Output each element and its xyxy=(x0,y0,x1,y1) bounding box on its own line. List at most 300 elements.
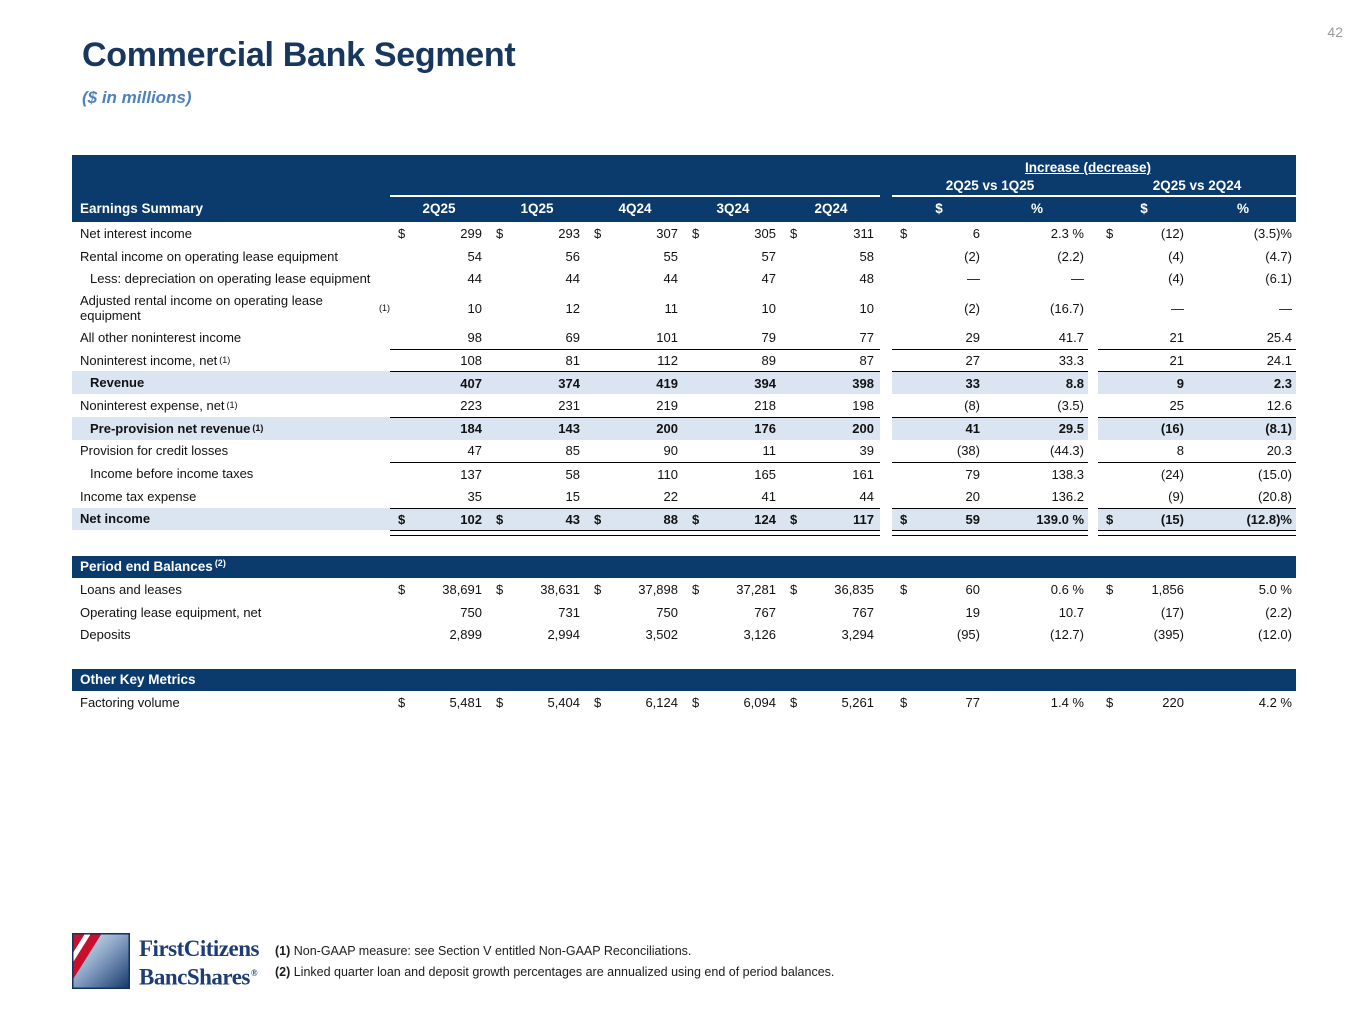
earnings-row xyxy=(72,290,1296,326)
value-cell: 10 xyxy=(859,300,874,316)
dollar-sign xyxy=(390,326,406,349)
value-cell: 69 xyxy=(565,329,580,345)
value-cell: 200 xyxy=(798,417,880,440)
spacer xyxy=(1088,578,1098,601)
dollar-sign xyxy=(684,326,700,349)
spacer xyxy=(1088,440,1098,463)
change-dollar-cell: 220 xyxy=(1162,695,1184,711)
spacer xyxy=(1088,530,1098,537)
change-percent-cell: (12.7) xyxy=(1050,627,1084,643)
dollar-sign xyxy=(782,349,798,372)
value-cell: 41 xyxy=(761,488,776,504)
change-percent-cell: 0.6 % xyxy=(1050,582,1084,598)
earnings-rows xyxy=(72,222,1296,537)
balance-row xyxy=(72,578,1296,601)
row-label: Operating lease equipment, net xyxy=(80,604,262,620)
dollar-sign xyxy=(782,394,798,417)
value-cell: 58 xyxy=(859,248,874,264)
value-cell: 55 xyxy=(663,248,678,264)
dollar-sign xyxy=(586,371,602,394)
earnings-row xyxy=(72,440,1296,463)
change-dollar-cell: (2) xyxy=(964,248,980,264)
value-cell: 176 xyxy=(700,417,782,440)
spacer xyxy=(1098,530,1296,536)
value-cell: 101 xyxy=(656,329,678,345)
change-dollar-cell: 21 xyxy=(1169,329,1184,345)
spacer xyxy=(880,417,892,440)
value-cell: 750 xyxy=(656,604,678,620)
change-percent-cell: (12.0) xyxy=(1258,627,1292,643)
footnotes xyxy=(275,941,834,983)
value-cell: 299 xyxy=(460,225,482,241)
dollar-sign xyxy=(892,485,910,508)
row-label: Noninterest income, net (1) xyxy=(80,352,231,368)
dollar-sign: $ xyxy=(1098,508,1116,531)
spacer xyxy=(1088,178,1098,193)
spacer xyxy=(880,485,892,508)
value-cell: 58 xyxy=(504,462,586,485)
dollar-sign: $ xyxy=(488,508,504,531)
value-cell: 394 xyxy=(700,371,782,394)
comparison-header-1: 2Q25 vs 1Q25 xyxy=(945,178,1035,193)
change-dollar-cell: 19 xyxy=(965,604,980,620)
change-dollar-cell: 79 xyxy=(910,462,986,485)
dollar-sign xyxy=(684,267,700,290)
change-dollar-cell: (2) xyxy=(964,300,980,316)
dollar-sign: $ xyxy=(398,582,406,598)
dollar-sign xyxy=(684,371,700,394)
footnote-ref: (1) xyxy=(274,944,291,958)
change-percent-cell: 2.3 xyxy=(1190,371,1296,394)
earnings-row xyxy=(72,462,1296,485)
dollar-sign xyxy=(390,440,406,463)
spacer xyxy=(880,371,892,394)
value-cell: 47 xyxy=(761,271,776,287)
footer xyxy=(72,933,834,990)
value-cell: 5,404 xyxy=(547,695,580,711)
dollar-sign xyxy=(1098,267,1116,290)
comparison-header-2: 2Q25 vs 2Q24 xyxy=(1152,178,1242,193)
spacer xyxy=(880,349,892,372)
balance-row xyxy=(72,624,1296,647)
dollar-sign: $ xyxy=(1106,225,1114,241)
change-dollar-cell: (17) xyxy=(1160,604,1184,620)
spacer xyxy=(880,578,892,601)
value-cell: 89 xyxy=(700,349,782,372)
footnote-ref: (2) xyxy=(214,557,226,568)
earnings-row xyxy=(72,371,1296,394)
change-dollar-cell: 27 xyxy=(910,349,986,372)
dollar-sign: $ xyxy=(900,695,908,711)
table-header xyxy=(72,155,1296,222)
spacer xyxy=(880,691,892,714)
value-cell: 48 xyxy=(859,271,874,287)
change-dollar-cell: 9 xyxy=(1116,371,1190,394)
change-percent-cell: 139.0 % xyxy=(986,508,1088,531)
row-label: Pre-provision net revenue (1) xyxy=(72,417,390,440)
metrics-rows xyxy=(72,691,1296,714)
value-cell: 79 xyxy=(761,329,776,345)
dollar-sign xyxy=(1098,485,1116,508)
change-percent-cell: (15.0) xyxy=(1190,462,1296,485)
value-cell: 219 xyxy=(656,397,678,413)
dollar-sign xyxy=(390,349,406,372)
dollar-sign xyxy=(586,624,602,647)
dollar-sign: $ xyxy=(1106,582,1114,598)
dollar-header: $ xyxy=(1140,201,1148,216)
dollar-sign: $ xyxy=(790,582,798,598)
value-cell: 223 xyxy=(460,397,482,413)
spacer xyxy=(1088,508,1098,531)
value-cell: 231 xyxy=(558,397,580,413)
value-cell: 200 xyxy=(602,417,684,440)
change-dollar-cell: 33 xyxy=(910,371,986,394)
change-dollar-cell: (395) xyxy=(1153,627,1184,643)
row-label: Noninterest expense, net (1) xyxy=(80,397,238,413)
spacer xyxy=(1088,417,1098,440)
value-cell: 98 xyxy=(467,329,482,345)
dollar-sign xyxy=(892,371,910,394)
change-dollar-cell: (16) xyxy=(1116,417,1190,440)
dollar-sign: $ xyxy=(594,225,602,241)
row-label: Factoring volume xyxy=(80,695,180,711)
header-divider xyxy=(72,195,1296,200)
dollar-header: $ xyxy=(935,201,943,216)
spacer xyxy=(880,290,892,326)
dollar-sign xyxy=(684,245,700,268)
change-percent-cell: (2.2) xyxy=(1265,604,1292,620)
change-percent-cell: (12.8)% xyxy=(1190,508,1296,531)
value-cell: 750 xyxy=(460,604,482,620)
change-percent-cell: (4.7) xyxy=(1265,248,1292,264)
dollar-sign xyxy=(586,440,602,463)
change-percent-cell: (20.8) xyxy=(1258,488,1292,504)
spacer xyxy=(72,530,390,537)
change-percent-cell: — xyxy=(1071,271,1084,287)
value-cell: 37,898 xyxy=(638,582,678,598)
value-cell: 54 xyxy=(467,248,482,264)
change-percent-cell: 1.4 % xyxy=(1050,695,1084,711)
dollar-sign xyxy=(782,462,798,485)
spacer xyxy=(880,222,892,245)
page-subtitle: ($ in millions) xyxy=(82,88,192,107)
spacer xyxy=(880,530,892,537)
value-cell: 117 xyxy=(798,508,880,531)
dollar-sign xyxy=(1098,440,1116,463)
page-number: 42 xyxy=(1327,24,1343,40)
dollar-sign xyxy=(782,290,798,326)
dollar-sign xyxy=(390,417,406,440)
earnings-summary-header: Earnings Summary xyxy=(80,201,204,216)
dollar-sign xyxy=(684,601,700,624)
dollar-sign: $ xyxy=(790,695,798,711)
spacer xyxy=(1088,267,1098,290)
earnings-row xyxy=(72,349,1296,372)
change-percent-cell: (3.5)% xyxy=(1253,225,1292,241)
dollar-sign xyxy=(488,601,504,624)
row-label: Revenue xyxy=(72,371,390,394)
change-percent-cell: (16.7) xyxy=(1050,300,1084,316)
dollar-sign xyxy=(1098,371,1116,394)
change-dollar-cell: — xyxy=(1171,300,1184,316)
spacer xyxy=(1088,290,1098,326)
dollar-sign: $ xyxy=(390,508,406,531)
value-cell: 305 xyxy=(754,225,776,241)
dollar-sign xyxy=(488,326,504,349)
page-title: Commercial Bank Segment xyxy=(82,36,516,74)
dollar-sign xyxy=(488,394,504,417)
dollar-sign xyxy=(684,440,700,463)
change-percent-cell: 25.4 xyxy=(1266,329,1292,345)
dollar-sign: $ xyxy=(692,225,700,241)
dollar-sign xyxy=(586,417,602,440)
change-dollar-cell: (15) xyxy=(1116,508,1190,531)
change-dollar-cell: 21 xyxy=(1116,349,1190,372)
dollar-sign: $ xyxy=(398,225,406,241)
value-cell: 11 xyxy=(664,300,678,316)
dollar-sign xyxy=(488,485,504,508)
change-dollar-cell: 6 xyxy=(972,225,980,241)
dollar-sign: $ xyxy=(692,695,700,711)
dollar-sign xyxy=(684,394,700,417)
registered-mark: ® xyxy=(250,968,258,978)
change-dollar-cell: 1,856 xyxy=(1151,582,1184,598)
value-cell: 87 xyxy=(798,349,880,372)
change-dollar-cell: (4) xyxy=(1168,248,1184,264)
value-cell: 102 xyxy=(406,508,488,531)
value-cell: 307 xyxy=(656,225,678,241)
quarter-header: 3Q24 xyxy=(716,201,750,216)
value-cell: 36,835 xyxy=(834,582,874,598)
change-dollar-cell: (9) xyxy=(1168,488,1184,504)
value-cell: 398 xyxy=(798,371,880,394)
spacer xyxy=(880,326,892,349)
earnings-row xyxy=(72,245,1296,268)
value-cell: 6,124 xyxy=(645,695,678,711)
value-cell: 10 xyxy=(467,300,482,316)
value-cell: 47 xyxy=(467,443,482,459)
dollar-sign xyxy=(390,245,406,268)
value-cell: 12 xyxy=(565,300,580,316)
value-cell: 77 xyxy=(859,329,874,345)
change-percent-cell: (2.2) xyxy=(1057,248,1084,264)
change-dollar-cell: 20 xyxy=(965,488,980,504)
value-cell: 731 xyxy=(558,604,580,620)
earnings-row xyxy=(72,485,1296,508)
dollar-sign xyxy=(390,601,406,624)
dollar-sign xyxy=(892,601,910,624)
percent-header: % xyxy=(1236,201,1249,216)
dollar-sign xyxy=(782,371,798,394)
value-cell: 198 xyxy=(852,397,874,413)
value-cell: 218 xyxy=(754,397,776,413)
earnings-row xyxy=(72,394,1296,417)
spacer xyxy=(1088,349,1098,372)
spacer xyxy=(1088,485,1098,508)
row-label: Net income xyxy=(72,508,390,531)
dollar-sign xyxy=(586,349,602,372)
change-percent-cell: 20.3 xyxy=(1266,443,1292,459)
dollar-sign xyxy=(488,624,504,647)
value-cell: 374 xyxy=(504,371,586,394)
row-label: Income tax expense xyxy=(80,488,197,504)
value-cell: 15 xyxy=(565,488,580,504)
spacer xyxy=(880,394,892,417)
dollar-sign xyxy=(390,267,406,290)
value-cell: 3,294 xyxy=(841,627,874,643)
value-cell: 767 xyxy=(754,604,776,620)
change-percent-cell: 33.3 xyxy=(986,349,1088,372)
dollar-sign xyxy=(488,417,504,440)
value-cell: 767 xyxy=(852,604,874,620)
value-cell: 293 xyxy=(558,225,580,241)
value-cell: 112 xyxy=(602,349,684,372)
dollar-sign xyxy=(684,462,700,485)
balance-row xyxy=(72,601,1296,624)
value-cell: 2,994 xyxy=(547,627,580,643)
earnings-row xyxy=(72,326,1296,349)
value-cell: 419 xyxy=(602,371,684,394)
footnote: (1) Non-GAAP measure: see Section V entitled Non-GAAP Reconciliations. xyxy=(274,944,692,958)
dollar-sign xyxy=(684,290,700,326)
dollar-sign: $ xyxy=(496,695,504,711)
row-label: Provision for credit losses xyxy=(80,443,229,459)
increase-decrease-header: Increase (decrease) xyxy=(1024,160,1152,175)
value-cell: 143 xyxy=(504,417,586,440)
spacer xyxy=(880,601,892,624)
change-percent-cell: 4.2 % xyxy=(1258,695,1292,711)
dollar-sign xyxy=(782,245,798,268)
value-cell: 311 xyxy=(853,225,874,241)
balances-rows xyxy=(72,578,1296,646)
dollar-sign xyxy=(782,417,798,440)
change-percent-cell: 2.3 % xyxy=(1050,225,1084,241)
spacer xyxy=(1088,624,1098,647)
spacer xyxy=(1088,326,1098,349)
change-percent-cell: (44.3) xyxy=(1050,443,1084,459)
change-percent-cell: 41.7 xyxy=(1058,329,1084,345)
firstcitizens-logo-icon xyxy=(72,933,130,989)
value-cell: 165 xyxy=(700,462,782,485)
dollar-sign xyxy=(782,440,798,463)
change-dollar-cell: 59 xyxy=(910,508,986,531)
change-percent-cell: — xyxy=(1279,300,1292,316)
dollar-sign xyxy=(1098,349,1116,372)
value-cell: 22 xyxy=(663,488,678,504)
dollar-sign xyxy=(1098,624,1116,647)
dollar-sign xyxy=(782,485,798,508)
spacer xyxy=(1088,601,1098,624)
value-cell: 44 xyxy=(859,488,874,504)
dollar-sign xyxy=(488,245,504,268)
dollar-sign xyxy=(390,371,406,394)
dollar-sign xyxy=(892,290,910,326)
change-percent-cell: 138.3 xyxy=(986,462,1088,485)
dollar-sign xyxy=(586,462,602,485)
footnote-ref: (2) xyxy=(274,965,291,979)
quarter-header: 2Q25 xyxy=(422,201,456,216)
spacer xyxy=(880,462,892,485)
dollar-sign xyxy=(488,290,504,326)
value-cell: 5,481 xyxy=(449,695,482,711)
spacer xyxy=(72,178,892,193)
change-dollar-cell: 25 xyxy=(1169,397,1184,413)
change-percent-cell: 136.2 xyxy=(1051,488,1084,504)
value-cell: 407 xyxy=(406,371,488,394)
quarter-header: 2Q24 xyxy=(814,201,848,216)
value-cell: 44 xyxy=(565,271,580,287)
dollar-sign xyxy=(1098,290,1116,326)
spacer xyxy=(1088,222,1098,245)
dollar-sign xyxy=(782,326,798,349)
earnings-table xyxy=(72,155,1296,714)
dollar-sign: $ xyxy=(1106,695,1114,711)
change-percent-cell: 10.7 xyxy=(1058,604,1084,620)
value-cell: 6,094 xyxy=(743,695,776,711)
change-percent-cell: 24.1 xyxy=(1190,349,1296,372)
dollar-sign xyxy=(390,290,406,326)
dollar-sign xyxy=(1098,326,1116,349)
value-cell: 90 xyxy=(663,443,678,459)
change-dollar-cell: (95) xyxy=(956,627,980,643)
row-label: Deposits xyxy=(80,627,131,643)
dollar-sign: $ xyxy=(900,582,908,598)
percent-header: % xyxy=(1030,201,1043,216)
spacer xyxy=(1088,371,1098,394)
dollar-sign xyxy=(586,245,602,268)
value-cell: 44 xyxy=(467,271,482,287)
dollar-sign xyxy=(488,440,504,463)
dollar-sign xyxy=(892,245,910,268)
dollar-sign xyxy=(390,485,406,508)
spacer xyxy=(880,624,892,647)
dollar-sign xyxy=(892,624,910,647)
dollar-sign xyxy=(586,601,602,624)
row-label: All other noninterest income xyxy=(80,329,242,345)
spacer xyxy=(1088,462,1098,485)
spacer xyxy=(880,508,892,531)
dollar-sign xyxy=(892,349,910,372)
dollar-sign xyxy=(586,290,602,326)
dollar-sign: $ xyxy=(398,695,406,711)
dollar-sign xyxy=(892,440,910,463)
dollar-sign: $ xyxy=(594,695,602,711)
dollar-sign xyxy=(390,462,406,485)
value-cell: 38,631 xyxy=(540,582,580,598)
dollar-sign xyxy=(586,485,602,508)
dollar-sign xyxy=(684,485,700,508)
value-cell: 88 xyxy=(602,508,684,531)
value-cell: 57 xyxy=(761,248,776,264)
dollar-sign xyxy=(1098,417,1116,440)
change-percent-cell: (8.1) xyxy=(1190,417,1296,440)
value-cell: 43 xyxy=(504,508,586,531)
dollar-sign: $ xyxy=(684,508,700,531)
change-dollar-cell: 77 xyxy=(965,695,980,711)
change-dollar-cell: (38) xyxy=(956,443,980,459)
change-dollar-cell: — xyxy=(967,271,980,287)
change-percent-cell: 5.0 % xyxy=(1258,582,1292,598)
value-cell: 124 xyxy=(700,508,782,531)
period-end-balances-header: Period end Balances $^{(2)}$ xyxy=(72,556,1296,578)
spacer xyxy=(1088,245,1098,268)
value-cell: 5,261 xyxy=(841,695,874,711)
dollar-sign xyxy=(1098,394,1116,417)
dollar-sign xyxy=(586,326,602,349)
spacer xyxy=(892,530,1088,536)
row-label: Less: depreciation on operating lease equipment xyxy=(90,271,371,287)
earnings-row xyxy=(72,222,1296,245)
